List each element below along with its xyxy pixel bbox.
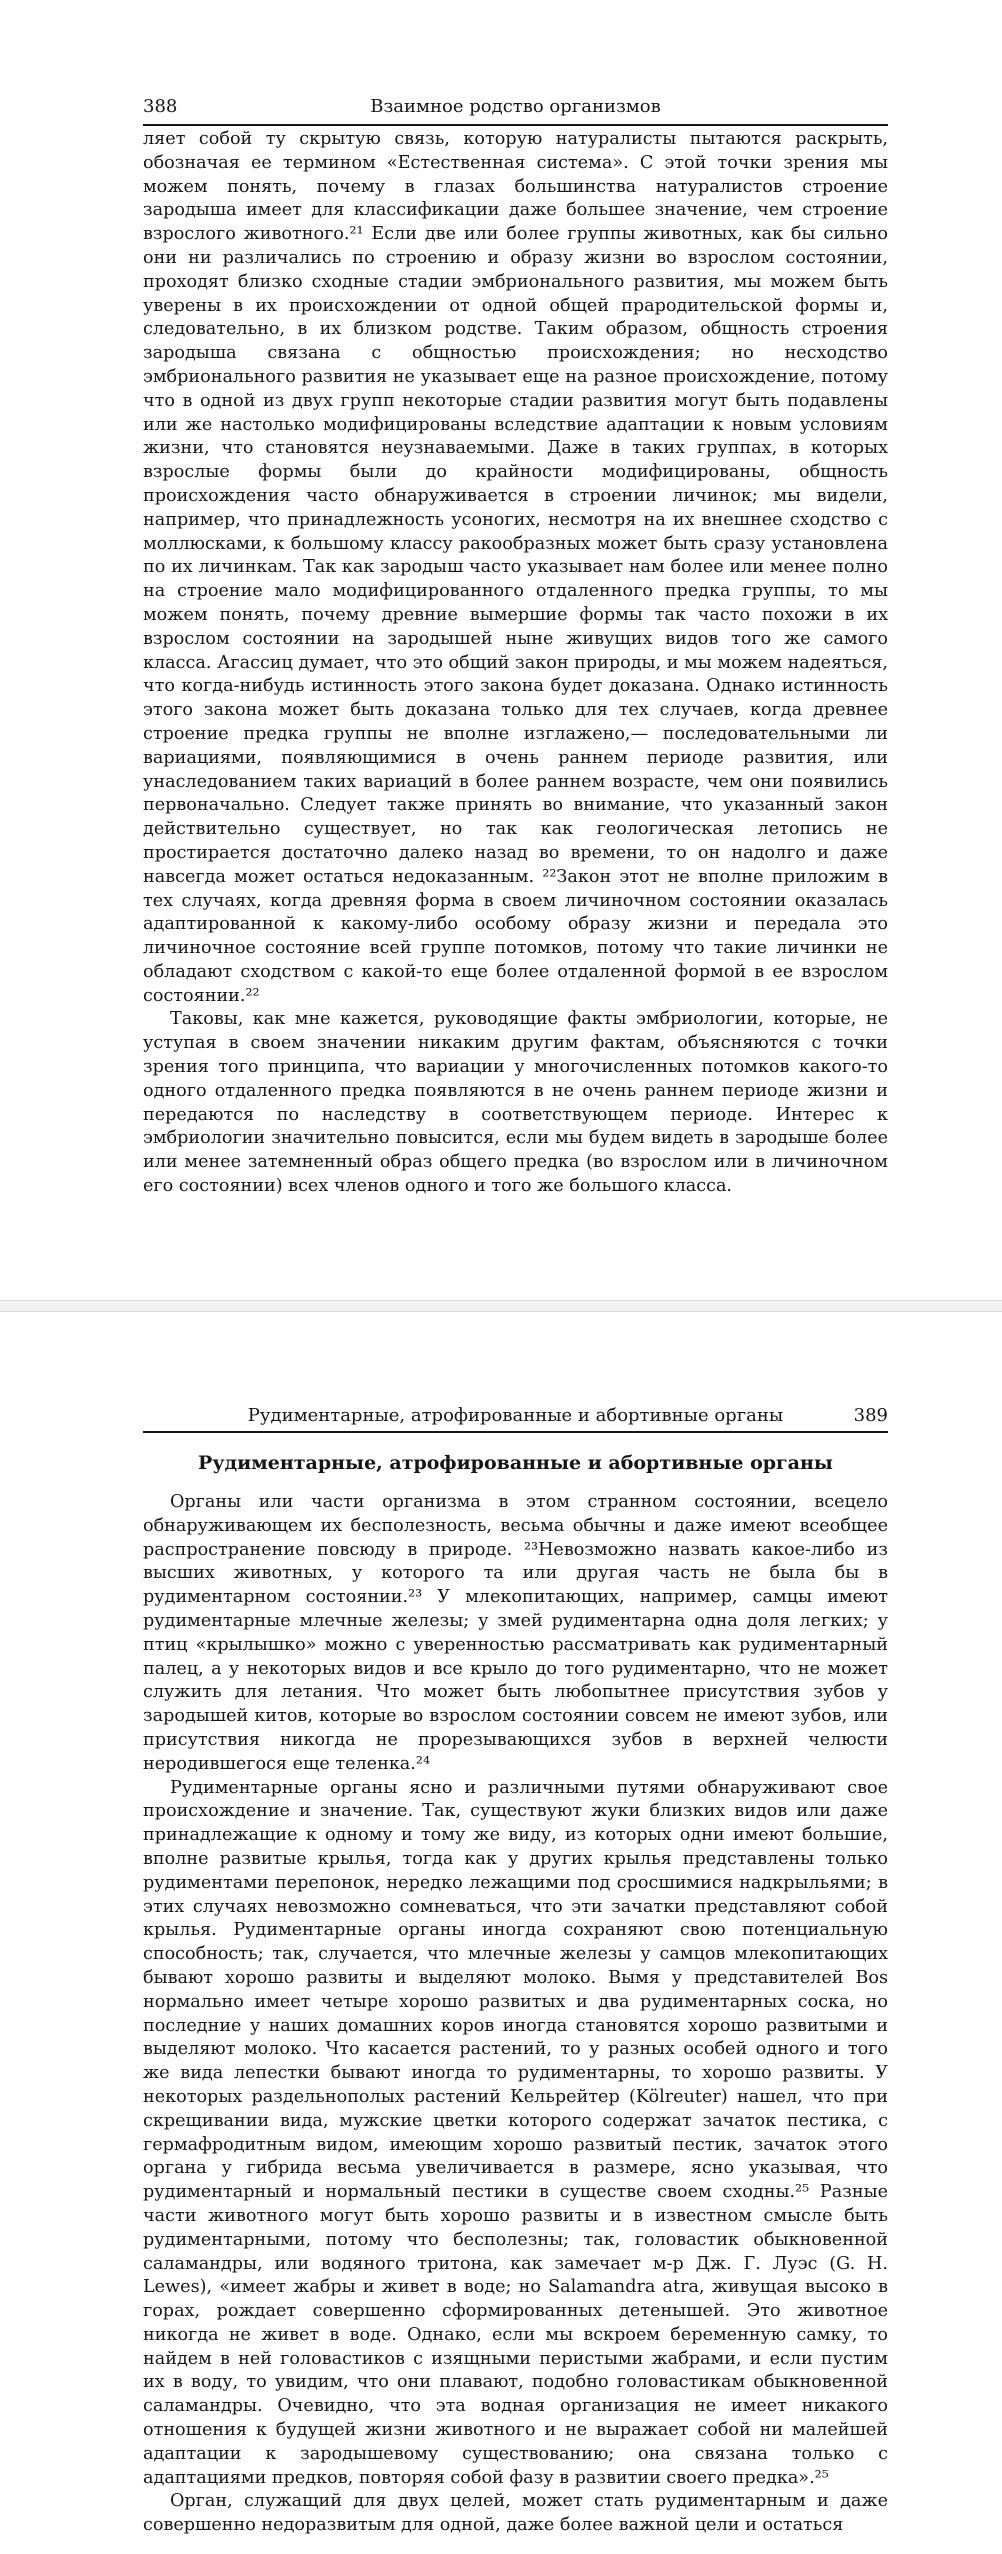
- paragraph: Таковы, как мне кажется, руководящие факты эмбриологии, которые, не уступая в своем значении никаким другим фактам, объясняются с точки зрения того принципа, что вариации у многочисленных потомков какого-то одного отдаленного предка появляются в не очень раннем периоде жизни и передаются по наследству в соответствующем периоде. Интерес к эмбриологии значительно повысится, если мы будем видеть в зародыше более или менее затемненный образ общего предка (во взрослом или в личиночном его состоянии) всех членов одного и того же большого класса.: [143, 1009, 888, 1197]
- running-head: [143, 92, 888, 122]
- section-title: Рудиментарные, атрофированные и абортивные органы: [198, 1452, 833, 1474]
- running-title: Взаимное родство организмов: [370, 96, 661, 117]
- paragraph: Орган, служащий для двух целей, может стать рудиментарным и даже совершенно недоразвитым для одной, даже более важной цели и остаться: [143, 2491, 888, 2536]
- paragraph: ляет собой ту скрытую связь, которую натуралисты пытаются раскрыть, обозначая ее термином «Естественная система». С этой точки зрения мы можем понять, почему в глазах большинства натуралистов строение зародыша имеет для классификации даже большее значение, чем строение взрослого животного.²¹ Если две или более группы животных, как бы сильно они ни различались по строению и образу жизни во взрослом состоянии, проходят близко сходные стадии эмбрионального развития, мы можем быть уверены в их происхождении от одной общей прародительской формы и, следовательно, в их близком родстве. Таким образом, общность строения зародыша связана с общностью происхождения; но несходство эмбрионального развития не указывает еще на разное происхождение, потому что в одной из двух групп некоторые стадии развития могут быть подавлены или же настолько модифицированы вследствие адаптации к новым условиям жизни, что становятся неузнаваемыми. Даже в таких группах, в которых взрослые формы были до крайности модифицированы, общность происхождения часто обнаруживается в строении личинок; мы видели, например, что принадлежность усоногих, несмотря на их внешнее сходство с моллюсками, к большому классу ракообразных может быть сразу установлена по их личинкам. Так как зародыш часто указывает нам более или менее полно на строение мало модифицированного отдаленного предка группы, то мы можем понять, почему древние вымершие формы так часто похожи в их взрослом состоянии на зародышей ныне живущих видов того же самого класса. Агассиц думает, что это общий закон природы, и мы можем надеяться, что когда-нибудь истинность этого закона будет доказана. Однако истинность этого закона может быть доказана только для тех случаев, когда древнее строение предка группы не вполне изглажено,— последовательными ли вариациями, появляющимися в очень раннем периоде развития, или унаследованием таких вариаций в более раннем возрасте, чем они появились первоначально. Следует также принять во внимание, что указанный закон действительно существует, но так как геологическая летопись не простирается достаточно далеко назад во времени, то он надолго и даже навсегда может остаться недоказанным. ²²Закон этот не вполне приложим в тех случаях, когда древняя форма в своем личиночном состоянии оказалась адаптированной к какому-либо особому образу жизни и передала это личиночное состояние всей группе потомков, потому что такие личинки не обладают сходством с какой-то еще более отдаленной формой в ее взрослом состоянии.²²: [143, 129, 888, 1006]
- paragraph: Рудиментарные органы ясно и различными путями обнаруживают свое происхождение и значение. Так, существуют жуки близких видов или даже принадлежащие к одному и тому же виду, из которых одни имеют большие, вполне развитые крылья, тогда как у других крылья представлены только рудиментами перепонок, нередко лежащими под сросшимися надкрыльями; в этих случаях невозможно сомневаться, что эти зачатки представляют собой крылья. Рудиментарные органы иногда сохраняют свою потенциальную способность; так, случается, что млечные железы у самцов млекопитающих бывают хорошо развиты и выделяют молоко. Вымя у представителей Bos нормально имеет четыре хорошо развитых и два рудиментарных соска, но последние у наших домашних коров иногда становятся хорошо развитыми и выделяют молоко. Что касается растений, то у разных особей одного и того же вида лепестки бывают иногда то рудиментарны, то хорошо развиты. У некоторых раздельнополых растений Кельрейтер (Kölreuter) нашел, что при скрещивании вида, мужские цветки которого содержат зачаток пестика, с гермафродитным видом, имеющим хорошо развитый пестик, зачаток этого органа у гибрида весьма увеличивается в размере, ясно указывая, что рудиментарный и нормальный пестики в существе своем сходны.²⁵ Разные части животного могут быть хорошо развиты и в известном смысле быть рудиментарными, потому что бесполезны; так, головастик обыкновенной саламандры, или водяного тритона, как замечает м-р Дж. Г. Луэс (G. H. Lewes), «имеет жабры и живет в воде; но Salamandra atra, живущая высоко в горах, рождает совершенно сформированных детенышей. Это животное никогда не живет в воде. Однако, если мы вскроем беременную самку, то найдем в ней головастиков с изящными перистыми жабрами, и если пустим их в воду, то увидим, что они плавают, подобно головастикам обыкновенной саламандры. Очевидно, что эта водная организация не имеет никакого отношения к будущей жизни животного и не выражает собой ни малейшей адаптации к зародышевому существованию; она связана только с адаптациями предков, повторяя собой фазу в развитии своего предка».²⁵: [143, 1777, 888, 2488]
- page-number: 389: [853, 1405, 888, 1426]
- body-text: [143, 128, 888, 1199]
- header-rule: [143, 124, 888, 126]
- running-title: Рудиментарные, атрофированные и абортивные органы: [247, 1405, 784, 1426]
- page-separator: [0, 1300, 1002, 1312]
- page-389: [0, 1312, 1002, 2554]
- paragraph: Органы или части организма в этом странном состоянии, всецело обнаруживающем их бесполезность, весьма обычны и даже имеют всеобщее распространение повсюду в природе. ²³Невозможно назвать какое-либо из высших животных, у которого та или другая часть не была бы в рудиментарном состоянии.²³ У млекопитающих, например, самцы имеют рудиментарные млечные железы; у змей рудиментарна одна доля легких; у птиц «крылышко» можно с уверенностью рассматривать как рудиментарный палец, а у некоторых видов и все крыло до того рудиментарно, что не может служить для летания. Что может быть любопытнее присутствия зубов у зародышей китов, которые во взрослом состоянии совсем не имеют зубов, или присутствия никогда не прорезывающихся зубов в верхней челюсти неродившегося еще теленка.²⁴: [143, 1492, 888, 1774]
- page-number: 388: [143, 96, 178, 117]
- body-text: [143, 1491, 888, 2538]
- running-head: [143, 1401, 888, 1431]
- header-rule: [143, 1431, 888, 1433]
